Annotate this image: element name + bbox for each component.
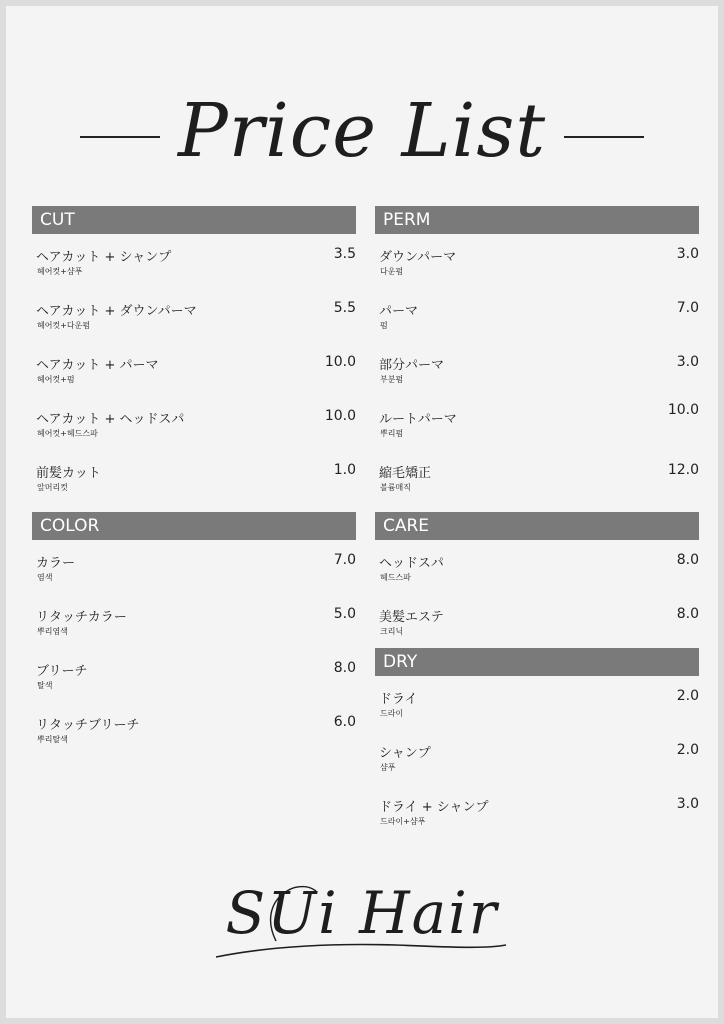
item-price: 3.5 xyxy=(333,246,356,262)
item-name: ルートパーマ xyxy=(379,412,457,427)
item-name: 部分パーマ xyxy=(379,358,445,373)
item-subtitle: 부분펌 xyxy=(380,375,404,384)
menu-item xyxy=(375,594,699,648)
dry-section xyxy=(375,648,699,838)
item-name: ヘアカット + ダウンパーマ xyxy=(36,304,197,319)
item-name: リタッチカラー xyxy=(36,610,127,625)
item-price: 3.0 xyxy=(676,246,699,262)
item-price: 10.0 xyxy=(667,402,699,418)
item-subtitle: 드라이 xyxy=(380,709,404,718)
item-price: 10.0 xyxy=(324,408,356,424)
menu-item xyxy=(32,540,356,594)
item-price: 10.0 xyxy=(324,354,356,370)
title-rule-right xyxy=(564,136,644,138)
menu-item xyxy=(32,702,356,756)
item-subtitle: 볼륨매직 xyxy=(380,483,411,492)
item-subtitle: 크리닉 xyxy=(380,627,404,636)
item-price: 2.0 xyxy=(676,688,699,704)
menu-item xyxy=(375,540,699,594)
item-price: 6.0 xyxy=(333,714,356,730)
menu-item xyxy=(375,342,699,396)
item-name: 前髪カット xyxy=(36,466,101,481)
price-list-page xyxy=(6,6,718,1018)
item-price: 5.0 xyxy=(333,606,356,622)
brand-logo xyxy=(206,861,518,981)
item-name: ヘアカット + シャンプ xyxy=(36,250,172,265)
item-name: ドライ xyxy=(379,692,418,707)
item-subtitle: 드라이+샴푸 xyxy=(380,817,426,826)
item-price: 7.0 xyxy=(676,300,699,316)
item-subtitle: 샴푸 xyxy=(380,763,396,772)
item-subtitle: 염색 xyxy=(37,573,53,582)
menu-item xyxy=(375,450,699,504)
item-subtitle: 뿌리펌 xyxy=(380,429,404,438)
menu-item xyxy=(375,676,699,730)
item-price: 2.0 xyxy=(676,742,699,758)
item-price: 8.0 xyxy=(333,660,356,676)
item-name: カラー xyxy=(36,556,76,571)
item-price: 8.0 xyxy=(676,552,699,568)
item-price: 7.0 xyxy=(333,552,356,568)
menu-item xyxy=(32,342,356,396)
item-name: ヘアカット + パーマ xyxy=(36,358,159,373)
item-name: シャンプ xyxy=(379,746,431,761)
perm-header: PERM xyxy=(375,206,699,234)
menu-item xyxy=(375,730,699,784)
item-name: リタッチブリーチ xyxy=(36,718,140,733)
care-section xyxy=(375,512,699,648)
menu-item xyxy=(32,234,356,288)
item-subtitle: 헤어컷+샴푸 xyxy=(37,267,83,276)
menu-item xyxy=(375,396,699,450)
dry-header: DRY xyxy=(375,648,699,676)
item-price: 1.0 xyxy=(333,462,356,478)
item-name: ダウンパーマ xyxy=(379,250,457,265)
item-subtitle: 다운펌 xyxy=(380,267,404,276)
item-price: 3.0 xyxy=(676,796,699,812)
item-subtitle: 탈색 xyxy=(37,681,53,690)
menu-item xyxy=(32,450,356,504)
menu-item xyxy=(32,594,356,648)
menu-item xyxy=(375,784,699,838)
color-section xyxy=(32,512,356,756)
item-subtitle: 헤어컷+다운펌 xyxy=(37,321,91,330)
item-subtitle: 헤어컷+펌 xyxy=(37,375,75,384)
item-name: パーマ xyxy=(379,304,419,319)
item-subtitle: 헤드스파 xyxy=(380,573,411,582)
item-subtitle: 뿌리염색 xyxy=(37,627,68,636)
menu-item xyxy=(32,288,356,342)
item-name: 美髪エステ xyxy=(379,610,444,625)
item-name: ヘッドスパ xyxy=(379,556,444,571)
item-price: 5.5 xyxy=(333,300,356,316)
care-header: CARE xyxy=(375,512,699,540)
item-name: ヘアカット + ヘッドスパ xyxy=(36,412,185,427)
menu-item xyxy=(375,288,699,342)
cut-header: CUT xyxy=(32,206,356,234)
title-row xyxy=(6,76,718,186)
cut-section xyxy=(32,206,356,504)
item-subtitle: 뿌리탈색 xyxy=(37,735,68,744)
item-subtitle: 헤어컷+헤드스파 xyxy=(37,429,98,438)
menu-item xyxy=(32,396,356,450)
menu-item xyxy=(375,234,699,288)
color-header: COLOR xyxy=(32,512,356,540)
item-subtitle: 펌 xyxy=(380,321,388,330)
item-name: ブリーチ xyxy=(36,664,88,679)
menu-item xyxy=(32,648,356,702)
brand-wordmark: SUi Hair xyxy=(225,879,499,947)
item-price: 12.0 xyxy=(667,462,699,478)
perm-section xyxy=(375,206,699,504)
item-name: 縮毛矯正 xyxy=(379,466,432,481)
item-price: 3.0 xyxy=(676,354,699,370)
item-price: 8.0 xyxy=(676,606,699,622)
page-title: Price List xyxy=(177,88,547,174)
item-name: ドライ + シャンプ xyxy=(379,800,489,815)
item-subtitle: 앞머리컷 xyxy=(37,483,68,492)
